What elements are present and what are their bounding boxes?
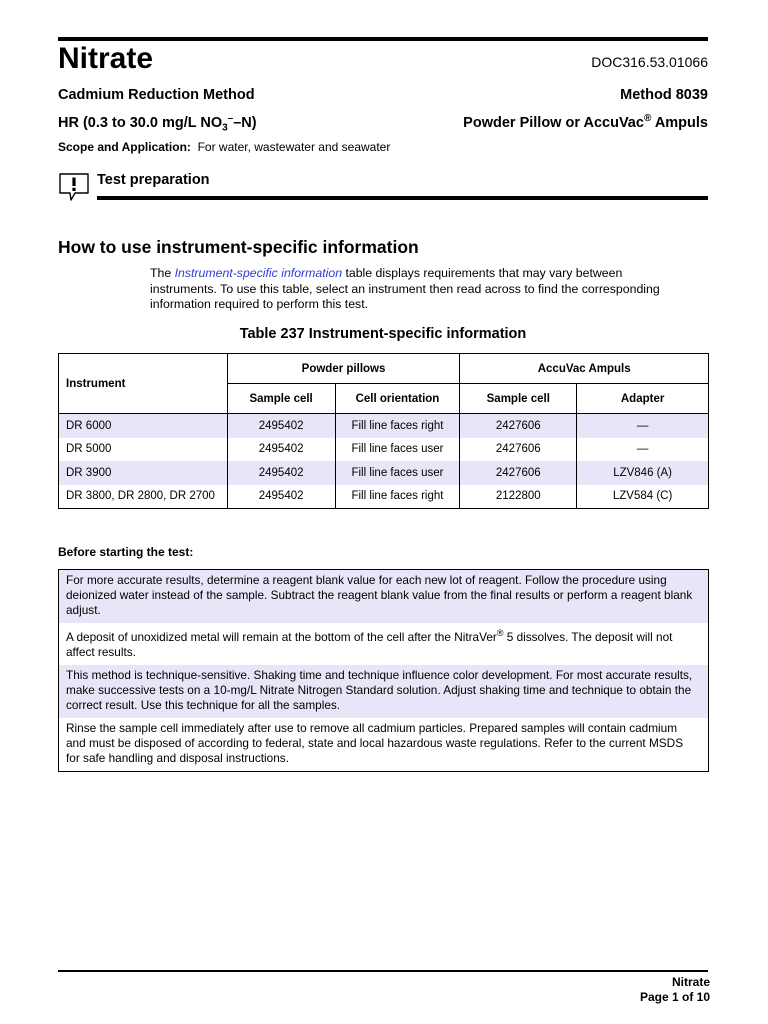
- page-title: Nitrate: [58, 42, 154, 75]
- warning-note-icon: [58, 171, 90, 203]
- group-powder-pillows: Powder pillows: [227, 354, 460, 384]
- cell-av-sample-cell: 2122800: [460, 485, 577, 509]
- sample-format: Powder Pillow or AccuVac® Ampuls: [463, 113, 708, 131]
- section-rule: [97, 196, 708, 200]
- instrument-info-intro: The Instrument-specific information table displays requirements that may vary between instruments. To use this table, select an instrument then read across to find the corresponding information required to perform this test.: [150, 266, 660, 311]
- note-item: For more accurate results, determine a reagent blank value for each new lot of reagent. Follow the procedure using deionized water instead of the sample. Subtract the reagent blank value from the final results or perform a reagent blank adjust.: [59, 570, 708, 623]
- scope-text: For water, wastewater and seawater: [197, 140, 391, 154]
- method-number: Method 8039: [620, 87, 708, 103]
- table-row: [59, 414, 709, 438]
- table-row: [59, 461, 709, 485]
- col-sample-cell: Sample cell: [227, 384, 335, 414]
- col-adapter: Adapter: [577, 384, 709, 414]
- cell-adapter: —: [577, 438, 709, 462]
- cell-orientation: Fill line faces right: [335, 414, 460, 438]
- cell-av-sample-cell: 2427606: [460, 438, 577, 462]
- cell-pp-sample-cell: 2495402: [227, 461, 335, 485]
- cell-orientation: Fill line faces user: [335, 438, 460, 462]
- before-test-heading: Before starting the test:: [58, 545, 194, 559]
- note-item: This method is technique-sensitive. Shaking time and technique influence color development. For most accurate results, make successive tests on a 10-mg/L Nitrate Nitrogen Standard solution. Adjust shaking time and technique to obtain the correct result. Use this technique for all the samples.: [59, 665, 708, 718]
- footer-title: Nitrate: [671, 975, 710, 989]
- col-accuvac-sample-cell: Sample cell: [460, 384, 577, 414]
- note-item: Rinse the sample cell immediately after use to remove all cadmium particles. Prepared samples will contain cadmium and must be disposed of according to federal, state and local hazardous waste regulations. Refer to the current MSDS for safe handling and disposal instructions.: [66, 720, 684, 765]
- cell-av-sample-cell: 2427606: [460, 414, 577, 438]
- table-row: [59, 485, 709, 509]
- scope-label: Scope and Application:: [58, 140, 191, 154]
- cell-orientation: Fill line faces user: [335, 461, 460, 485]
- instrument-info-link[interactable]: Instrument-specific information: [174, 266, 343, 280]
- cell-instrument: DR 6000: [59, 414, 228, 438]
- cell-instrument: DR 3800, DR 2800, DR 2700: [59, 485, 228, 509]
- page-number: Page 1 of 10: [639, 990, 710, 1004]
- cell-orientation: Fill line faces right: [335, 485, 460, 509]
- instrument-table: [58, 353, 709, 509]
- col-cell-orientation: Cell orientation: [335, 384, 460, 414]
- col-instrument: Instrument: [59, 354, 228, 414]
- method-name: Cadmium Reduction Method: [58, 87, 255, 103]
- table-row: [59, 438, 709, 462]
- table-caption: Table 237 Instrument-specific information: [239, 326, 527, 342]
- document-id: DOC316.53.01066: [591, 54, 708, 70]
- cell-pp-sample-cell: 2495402: [227, 485, 335, 509]
- cell-instrument: DR 5000: [59, 438, 228, 462]
- note-item: A deposit of unoxidized metal will remain at the bottom of the cell after the NitraVer® 5 dissolves. The deposit will not affect results.: [66, 628, 673, 659]
- section-title: Test preparation: [97, 172, 210, 188]
- group-accuvac-ampuls: AccuVac Ampuls: [460, 354, 709, 384]
- cell-instrument: DR 3900: [59, 461, 228, 485]
- cell-pp-sample-cell: 2495402: [227, 414, 335, 438]
- cell-adapter: —: [577, 414, 709, 438]
- cell-pp-sample-cell: 2495402: [227, 438, 335, 462]
- before-test-notes: [58, 569, 709, 772]
- measurement-range: HR (0.3 to 30.0 mg/L $NO_3^--N$): [58, 113, 257, 134]
- cell-av-sample-cell: 2427606: [460, 461, 577, 485]
- cell-adapter: LZV584 (C): [577, 485, 709, 509]
- instrument-info-heading: How to use instrument-specific information: [58, 237, 419, 257]
- scope-application: [58, 140, 390, 154]
- cell-adapter: LZV846 (A): [577, 461, 709, 485]
- footer-rule: [58, 970, 708, 972]
- top-rule: [58, 37, 708, 41]
